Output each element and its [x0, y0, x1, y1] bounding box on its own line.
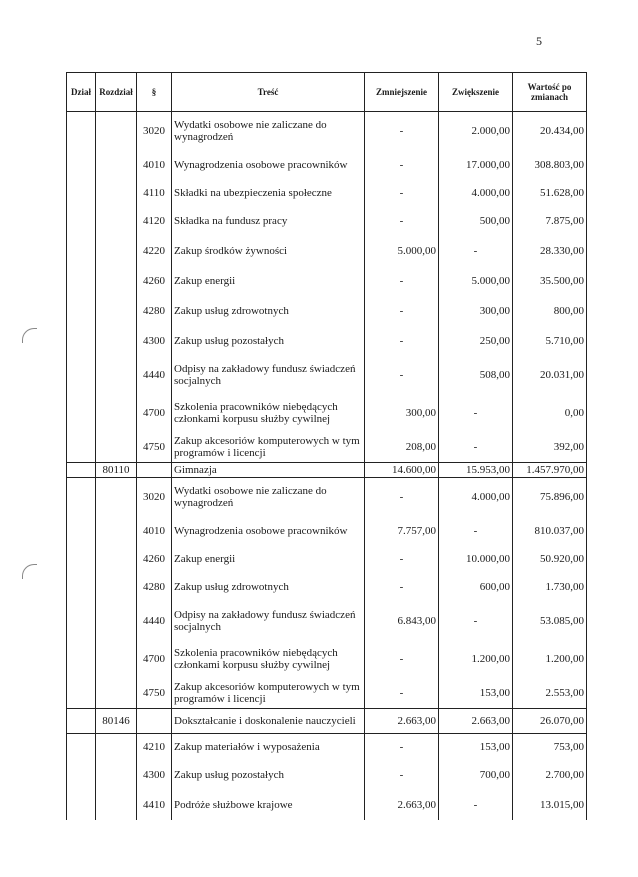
cell-wartosc: 1.730,00 — [513, 572, 587, 602]
cell-zwiekszenie: - — [439, 236, 513, 266]
cell-dzial — [67, 760, 96, 790]
cell-zmniejszenie: - — [365, 112, 439, 151]
cell-zwiekszenie: - — [439, 602, 513, 640]
cell-wartosc: 75.896,00 — [513, 478, 587, 517]
cell-zmniejszenie: 5.000,00 — [365, 236, 439, 266]
cell-rozdzial — [96, 296, 137, 326]
cell-wartosc: 2.553,00 — [513, 678, 587, 709]
cell-dzial — [67, 236, 96, 266]
header-paragraf: § — [137, 73, 172, 112]
cell-rozdzial — [96, 760, 137, 790]
cell-wartosc: 35.500,00 — [513, 266, 587, 296]
cell-dzial — [67, 150, 96, 180]
cell-zwiekszenie: 15.953,00 — [439, 463, 513, 478]
cell-tresc: Zakup usług zdrowotnych — [172, 572, 365, 602]
cell-paragraf: 4440 — [137, 602, 172, 640]
cell-rozdzial — [96, 602, 137, 640]
cell-tresc: Wydatki osobowe nie zaliczane do wynagrodzeń — [172, 478, 365, 517]
cell-tresc: Składki na ubezpieczenia społeczne — [172, 180, 365, 206]
cell-tresc: Zakup akcesoriów komputerowych w tym programów i licencji — [172, 678, 365, 709]
cell-zwiekszenie: 300,00 — [439, 296, 513, 326]
cell-wartosc: 810.037,00 — [513, 516, 587, 546]
cell-paragraf: 4700 — [137, 394, 172, 432]
cell-rozdzial — [96, 180, 137, 206]
cell-dzial — [67, 546, 96, 572]
cell-rozdzial — [96, 478, 137, 517]
cell-paragraf: 4260 — [137, 266, 172, 296]
cell-dzial — [67, 516, 96, 546]
cell-zwiekszenie: 508,00 — [439, 356, 513, 394]
cell-paragraf — [137, 709, 172, 734]
cell-rozdzial — [96, 572, 137, 602]
cell-paragraf: 4440 — [137, 356, 172, 394]
cell-tresc: Zakup usług pozostałych — [172, 326, 365, 356]
cell-zmniejszenie: - — [365, 734, 439, 761]
cell-dzial — [67, 266, 96, 296]
table-row — [67, 516, 587, 546]
cell-paragraf: 4300 — [137, 326, 172, 356]
cell-zwiekszenie: 153,00 — [439, 734, 513, 761]
cell-wartosc: 26.070,00 — [513, 709, 587, 734]
table-row — [67, 112, 587, 151]
cell-zwiekszenie: 5.000,00 — [439, 266, 513, 296]
cell-wartosc: 2.700,00 — [513, 760, 587, 790]
cell-zwiekszenie: 2.000,00 — [439, 112, 513, 151]
cell-rozdzial — [96, 236, 137, 266]
punch-hole-mark — [22, 328, 37, 343]
cell-dzial — [67, 734, 96, 761]
cell-dzial — [67, 602, 96, 640]
cell-paragraf: 4280 — [137, 296, 172, 326]
cell-paragraf: 3020 — [137, 478, 172, 517]
cell-zwiekszenie: 250,00 — [439, 326, 513, 356]
cell-dzial — [67, 572, 96, 602]
cell-rozdzial — [96, 734, 137, 761]
cell-zmniejszenie: 2.663,00 — [365, 790, 439, 820]
cell-paragraf: 4300 — [137, 760, 172, 790]
cell-zwiekszenie: 1.200,00 — [439, 640, 513, 678]
cell-wartosc: 1.457.970,00 — [513, 463, 587, 478]
cell-paragraf: 4260 — [137, 546, 172, 572]
cell-zwiekszenie: 153,00 — [439, 678, 513, 709]
cell-dzial — [67, 432, 96, 463]
cell-paragraf: 4220 — [137, 236, 172, 266]
cell-tresc: Dokształcanie i doskonalenie nauczycieli — [172, 709, 365, 734]
table-row — [67, 546, 587, 572]
cell-dzial — [67, 463, 96, 478]
cell-dzial — [67, 112, 96, 151]
cell-wartosc: 0,00 — [513, 394, 587, 432]
cell-paragraf: 4210 — [137, 734, 172, 761]
cell-tresc: Zakup usług zdrowotnych — [172, 296, 365, 326]
cell-rozdzial — [96, 356, 137, 394]
cell-paragraf: 4410 — [137, 790, 172, 820]
cell-zmniejszenie: 208,00 — [365, 432, 439, 463]
cell-zmniejszenie: - — [365, 678, 439, 709]
cell-wartosc: 392,00 — [513, 432, 587, 463]
cell-wartosc: 5.710,00 — [513, 326, 587, 356]
table-row — [67, 734, 587, 761]
cell-zwiekszenie: 17.000,00 — [439, 150, 513, 180]
cell-zwiekszenie: - — [439, 394, 513, 432]
cell-wartosc: 13.015,00 — [513, 790, 587, 820]
cell-zmniejszenie: - — [365, 150, 439, 180]
table-row — [67, 640, 587, 678]
cell-rozdzial — [96, 432, 137, 463]
cell-dzial — [67, 356, 96, 394]
cell-tresc: Odpisy na zakładowy fundusz świadczeń socjalnych — [172, 602, 365, 640]
cell-tresc: Zakup materiałów i wyposażenia — [172, 734, 365, 761]
cell-tresc: Zakup energii — [172, 266, 365, 296]
header-rozdzial: Rozdział — [96, 73, 137, 112]
cell-paragraf: 4750 — [137, 678, 172, 709]
cell-wartosc: 308.803,00 — [513, 150, 587, 180]
table-row — [67, 266, 587, 296]
cell-zmniejszenie: - — [365, 572, 439, 602]
table-header-row — [67, 73, 587, 112]
cell-zwiekszenie: 600,00 — [439, 572, 513, 602]
cell-zmniejszenie: - — [365, 640, 439, 678]
cell-paragraf: 4700 — [137, 640, 172, 678]
table-row — [67, 394, 587, 432]
table-row — [67, 326, 587, 356]
cell-zmniejszenie: - — [365, 296, 439, 326]
cell-tresc: Wynagrodzenia osobowe pracowników — [172, 150, 365, 180]
header-zwiekszenie: Zwiększenie — [439, 73, 513, 112]
cell-paragraf: 4120 — [137, 206, 172, 236]
cell-wartosc: 753,00 — [513, 734, 587, 761]
cell-zwiekszenie: - — [439, 432, 513, 463]
cell-paragraf: 4750 — [137, 432, 172, 463]
cell-zwiekszenie: 2.663,00 — [439, 709, 513, 734]
cell-paragraf: 4280 — [137, 572, 172, 602]
cell-zwiekszenie: 4.000,00 — [439, 478, 513, 517]
cell-zwiekszenie: 10.000,00 — [439, 546, 513, 572]
cell-dzial — [67, 326, 96, 356]
cell-wartosc: 28.330,00 — [513, 236, 587, 266]
cell-zwiekszenie: 4.000,00 — [439, 180, 513, 206]
cell-rozdzial — [96, 206, 137, 236]
cell-wartosc: 53.085,00 — [513, 602, 587, 640]
cell-tresc: Gimnazja — [172, 463, 365, 478]
cell-tresc: Wynagrodzenia osobowe pracowników — [172, 516, 365, 546]
cell-rozdzial — [96, 790, 137, 820]
table-row — [67, 432, 587, 463]
cell-zmniejszenie: - — [365, 326, 439, 356]
cell-zwiekszenie: 500,00 — [439, 206, 513, 236]
cell-rozdzial — [96, 394, 137, 432]
punch-hole-mark — [22, 564, 37, 579]
cell-zmniejszenie: 300,00 — [365, 394, 439, 432]
table-row — [67, 180, 587, 206]
table-row — [67, 150, 587, 180]
table-row — [67, 296, 587, 326]
cell-dzial — [67, 709, 96, 734]
header-dzial: Dział — [67, 73, 96, 112]
cell-wartosc: 1.200,00 — [513, 640, 587, 678]
header-zmniejszenie: Zmniejszenie — [365, 73, 439, 112]
table-row — [67, 478, 587, 517]
table-row — [67, 678, 587, 709]
table-section-row — [67, 709, 587, 734]
cell-dzial — [67, 206, 96, 236]
cell-tresc: Szkolenia pracowników niebędących członkami korpusu służby cywilnej — [172, 640, 365, 678]
cell-dzial — [67, 180, 96, 206]
cell-paragraf — [137, 463, 172, 478]
cell-zmniejszenie: - — [365, 180, 439, 206]
cell-tresc: Składka na fundusz pracy — [172, 206, 365, 236]
cell-zmniejszenie: - — [365, 266, 439, 296]
cell-dzial — [67, 790, 96, 820]
budget-table — [66, 72, 587, 820]
cell-tresc: Szkolenia pracowników niebędących członkami korpusu służby cywilnej — [172, 394, 365, 432]
cell-zmniejszenie: - — [365, 478, 439, 517]
table-body — [67, 112, 587, 821]
cell-zwiekszenie: - — [439, 790, 513, 820]
table-row — [67, 760, 587, 790]
cell-rozdzial — [96, 678, 137, 709]
cell-tresc: Zakup akcesoriów komputerowych w tym programów i licencji — [172, 432, 365, 463]
cell-rozdzial — [96, 546, 137, 572]
cell-zmniejszenie: - — [365, 356, 439, 394]
cell-rozdzial — [96, 150, 137, 180]
table-row — [67, 356, 587, 394]
cell-zmniejszenie: 14.600,00 — [365, 463, 439, 478]
cell-rozdzial — [96, 640, 137, 678]
table-row — [67, 572, 587, 602]
cell-rozdzial — [96, 112, 137, 151]
cell-paragraf: 4110 — [137, 180, 172, 206]
header-tresc: Treść — [172, 73, 365, 112]
cell-zmniejszenie: 7.757,00 — [365, 516, 439, 546]
cell-tresc: Zakup energii — [172, 546, 365, 572]
cell-wartosc: 51.628,00 — [513, 180, 587, 206]
cell-paragraf: 4010 — [137, 150, 172, 180]
cell-wartosc: 50.920,00 — [513, 546, 587, 572]
cell-tresc: Odpisy na zakładowy fundusz świadczeń socjalnych — [172, 356, 365, 394]
cell-wartosc: 20.434,00 — [513, 112, 587, 151]
cell-zmniejszenie: - — [365, 206, 439, 236]
cell-zmniejszenie: - — [365, 546, 439, 572]
cell-wartosc: 7.875,00 — [513, 206, 587, 236]
cell-wartosc: 20.031,00 — [513, 356, 587, 394]
cell-rozdzial — [96, 516, 137, 546]
table-section-row — [67, 463, 587, 478]
cell-zmniejszenie: - — [365, 760, 439, 790]
cell-dzial — [67, 478, 96, 517]
cell-tresc: Wydatki osobowe nie zaliczane do wynagrodzeń — [172, 112, 365, 151]
cell-rozdzial: 80110 — [96, 463, 137, 478]
table-row — [67, 236, 587, 266]
table-row — [67, 206, 587, 236]
cell-dzial — [67, 678, 96, 709]
cell-zwiekszenie: 700,00 — [439, 760, 513, 790]
cell-zmniejszenie: 2.663,00 — [365, 709, 439, 734]
cell-paragraf: 4010 — [137, 516, 172, 546]
cell-rozdzial: 80146 — [96, 709, 137, 734]
cell-zwiekszenie: - — [439, 516, 513, 546]
cell-dzial — [67, 296, 96, 326]
table-row — [67, 602, 587, 640]
table-row — [67, 790, 587, 820]
cell-zmniejszenie: 6.843,00 — [365, 602, 439, 640]
cell-wartosc: 800,00 — [513, 296, 587, 326]
cell-rozdzial — [96, 326, 137, 356]
cell-paragraf: 3020 — [137, 112, 172, 151]
cell-tresc: Podróże służbowe krajowe — [172, 790, 365, 820]
cell-tresc: Zakup środków żywności — [172, 236, 365, 266]
cell-dzial — [67, 394, 96, 432]
header-wartosc: Wartość po zmianach — [513, 73, 587, 112]
cell-rozdzial — [96, 266, 137, 296]
cell-tresc: Zakup usług pozostałych — [172, 760, 365, 790]
page-number: 5 — [536, 34, 542, 48]
cell-dzial — [67, 640, 96, 678]
